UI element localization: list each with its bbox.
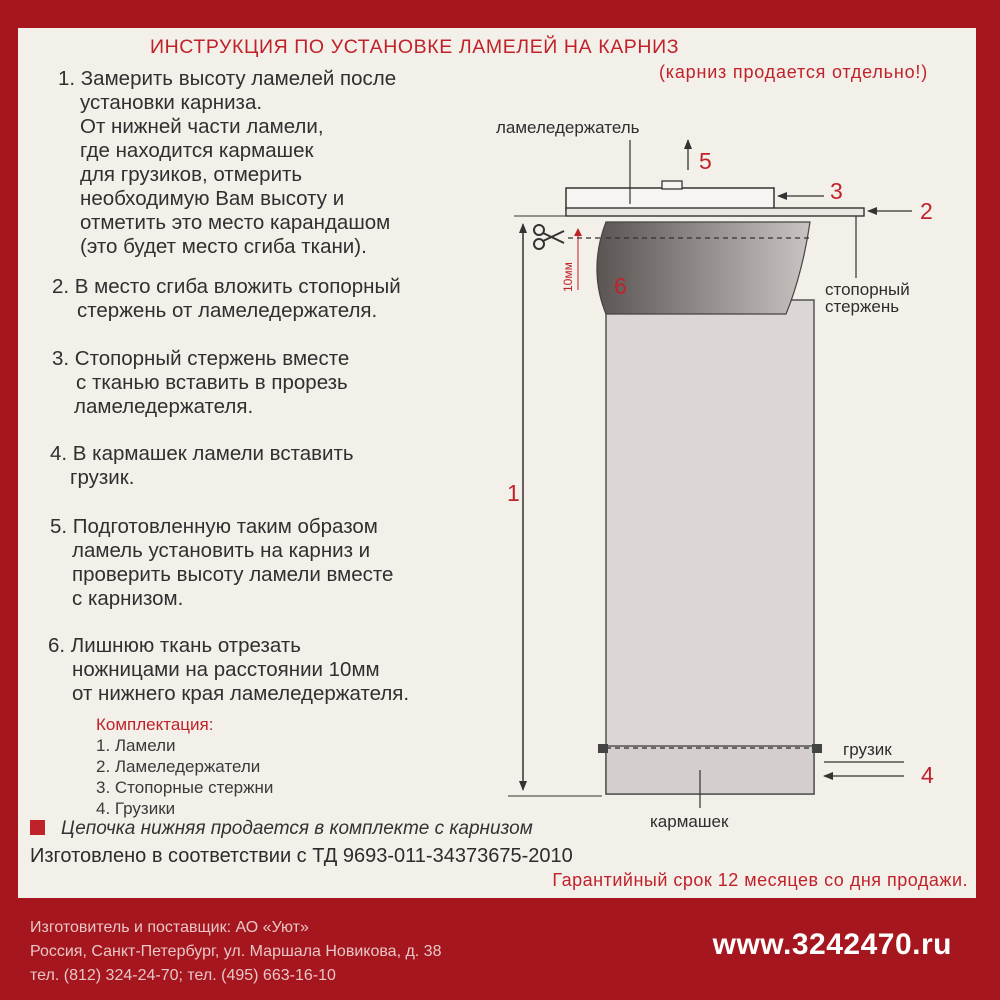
step-line: 5. Подготовленную таким образом (50, 515, 378, 538)
step-line: где находится кармашек (80, 139, 314, 162)
callout-1: 1 (507, 480, 520, 506)
step-line: ножницами на расстоянии 10мм (72, 658, 380, 681)
step-line: ламеледержателя. (74, 395, 254, 418)
step-line: грузик. (70, 466, 135, 489)
callout-2: 2 (920, 198, 933, 224)
rod-label-line2: стержень (825, 297, 900, 316)
step-line: 3. Стопорный стержень вместе (52, 347, 350, 370)
ten-mm-label: 10мм (561, 262, 575, 292)
page-title: ИНСТРУКЦИЯ ПО УСТАНОВКЕ ЛАМЕЛЕЙ НА КАРНИЗ (150, 36, 680, 58)
callout-5: 5 (699, 148, 712, 174)
step-line: от нижнего края ламеледержателя. (72, 682, 410, 705)
step-line: стержень от ламеледержателя. (77, 299, 378, 322)
step-line: отметить это место карандашом (80, 211, 391, 234)
kit-item: 4. Грузики (96, 799, 176, 818)
page-subtitle: (карниз продается отдельно!) (658, 62, 928, 82)
ten-mm-arrow-icon (574, 228, 582, 236)
slat-pocket (606, 746, 814, 794)
kit-item: 2. Ламеледержатели (96, 757, 261, 776)
kit-heading: Комплектация: (96, 715, 214, 734)
weight-label: грузик (843, 740, 892, 759)
step-line: 2. В место сгиба вложить стопорный (52, 275, 401, 298)
callout-3: 3 (830, 178, 843, 204)
weight-end-right (812, 744, 822, 753)
kit-item: 1. Ламели (96, 736, 176, 755)
step-line: необходимую Вам высоту и (80, 187, 345, 210)
weight-end-left (598, 744, 608, 753)
step-line: 4. В кармашек ламели вставить (50, 442, 354, 465)
step-line: 1. Замерить высоту ламелей после (58, 67, 397, 90)
callout-4: 4 (921, 762, 934, 788)
step-line: с карнизом. (72, 587, 184, 610)
stop-rod (566, 208, 864, 216)
standard-note: Изготовлено в соответствии с ТД 9693-011-34373675-2010 (30, 845, 573, 867)
pocket-label: кармашек (650, 812, 729, 831)
warranty-note: Гарантийный срок 12 месяцев со дня продажи. (552, 870, 968, 890)
phones-line: тел. (812) 324-24-70; тел. (495) 663-16-10 (30, 967, 336, 984)
kit-item: 3. Стопорные стержни (96, 778, 274, 797)
step-line: для грузиков, отмерить (80, 163, 303, 186)
chain-note-text: Цепочка нижняя продается в комплекте с карнизом (61, 818, 533, 839)
step-line: ламель установить на карниз и (72, 539, 371, 562)
step-line: От нижней части ламели, (80, 115, 324, 138)
holder-clip (662, 181, 682, 189)
holder-label: ламеледержатель (496, 118, 640, 137)
scissors-icon (534, 225, 564, 249)
rod-label-line1: стопорный (825, 280, 910, 299)
slat-holder (566, 188, 774, 210)
slat-fabric (606, 300, 814, 794)
step-line: установки карниза. (80, 91, 263, 114)
slat-fold (597, 222, 810, 314)
step-line: проверить высоту ламели вместе (72, 563, 394, 586)
address-line: Россия, Санкт-Петербург, ул. Маршала Новикова, д. 38 (30, 943, 442, 960)
step-line: 6. Лишнюю ткань отрезать (48, 634, 301, 657)
manufacturer-line: Изготовитель и поставщик: АО «Уют» (30, 919, 309, 936)
step-line: с тканью вставить в прорезь (76, 371, 348, 394)
step-line: (это будет место сгиба ткани). (80, 235, 367, 258)
callout-6: 6 (614, 273, 627, 299)
website-link[interactable]: www.3242470.ru (712, 928, 952, 961)
